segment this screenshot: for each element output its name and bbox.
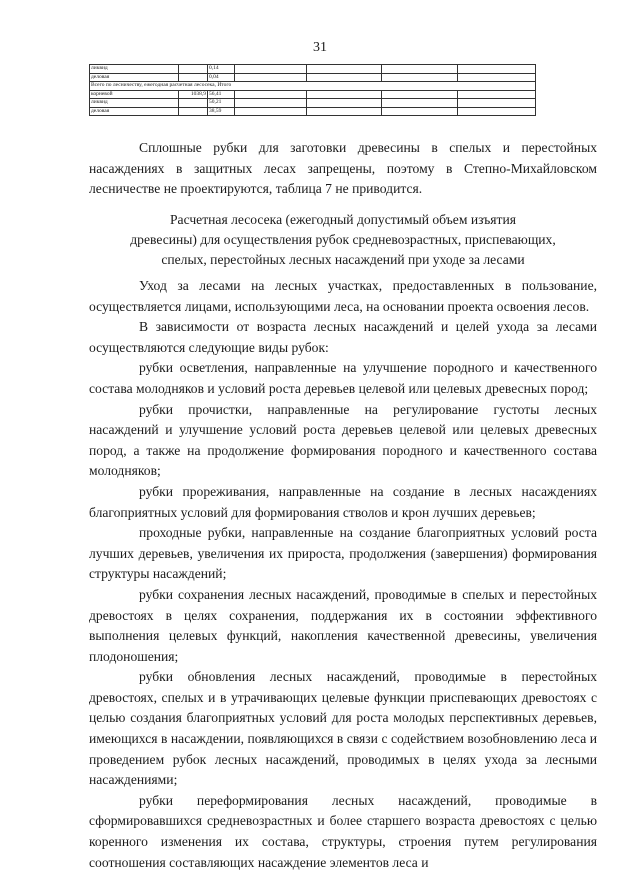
table-cell: 0,14 [208, 65, 235, 74]
intro-section [89, 138, 597, 200]
table-cell [235, 73, 307, 82]
paragraph: рубки переформирования лесных насаждений, проводимые в сформировавшихся средневозрастных и более старшего возраста древостоях с целью коренного изменения их состава, структуры, строения путем регулирования соотношения составляющих насаждение элементов леса и [89, 792, 597, 870]
paragraph: рубки осветления, направленные на улучшение породного и качественного состава молодняков и условий роста деревьев целевой или целевых древесных пород; [89, 360, 597, 396]
table-row [90, 73, 536, 82]
table-cell: 50,21 [208, 99, 235, 108]
paragraph: Уход за лесами на лесных участках, предоставленных в пользование, осуществляется лицами, использующими леса, на основании проекта освоения лесов. [89, 278, 597, 314]
heading-line: Расчетная лесосека (ежегодный допустимый объем изъятия [169, 212, 516, 227]
table-cell [307, 65, 382, 74]
paragraph: рубки прочистки, направленные на регулирование густоты лесных насаждений и улучшение условий роста деревьев целевой или целевых древесных пород, а также на продолжение формирования породного и качественного состава молодняков; [89, 401, 597, 479]
main-text [89, 276, 597, 873]
table-cell [307, 107, 382, 116]
intro-paragraph: Сплошные рубки для заготовки древесины в спелых и перестойных насаждениях в защитных лесах запрещены, поэтому в Степно-Михайловском лесничестве не проектируются, таблица 7 не приводится. [89, 140, 597, 197]
paragraph: рубки сохранения лесных насаждений, проводимые в спелых и перестойных древостоях в целях сохранения, поддержания их в состоянии эффективного выполнения целевых функций, накопления качественной древесины, увеличения плодоношения; [89, 586, 597, 664]
table-cell: ликвид [90, 99, 179, 108]
table-cell [179, 73, 208, 82]
table-row [90, 99, 536, 108]
table-cell [235, 107, 307, 116]
paragraph: рубки прореживания, направленные на создание в лесных насаждениях благоприятных условий для формирования стволов и крон лучших деревьев; [89, 483, 597, 520]
table-cell: корневой [90, 90, 179, 99]
table-cell: 0,04 [208, 73, 235, 82]
heading-line: древесины) для осуществления рубок средневозрастных, приспевающих, [130, 232, 556, 247]
paragraph: проходные рубки, направленные на создание благоприятных условий роста лучших деревьев, увеличения их прироста, продолжения (завершения) формирования структуры насаждений; [89, 525, 597, 582]
table-cell: ликвид [90, 65, 179, 74]
table-cell: деловая [90, 73, 179, 82]
paragraph: рубки обновления лесных насаждений, проводимые в перестойных древостоях, спелых и в утрачивающих целевые функции приспевающих древостоях с целью создания благоприятных условий для роста молодых перспективных деревьев, имеющихся в насаждении, появляющихся в связи с содействием возобновлению леса и проведением рубок лесных насаждений, проводимых в целях ухода за лесными насаждениями; [89, 669, 597, 788]
table-cell: 38,59 [208, 107, 235, 116]
table-cell [458, 107, 536, 116]
table-cell [307, 90, 382, 99]
table-cell [235, 99, 307, 108]
table-row [90, 65, 536, 74]
page-number: 31 [313, 40, 327, 55]
table-cell [382, 65, 458, 74]
table-cell [382, 99, 458, 108]
table-cell [307, 99, 382, 108]
table-cell [179, 107, 208, 116]
table-fragment [89, 64, 536, 116]
table-cell [235, 65, 307, 74]
table-cell [458, 99, 536, 108]
table-cell: 1038,9 [179, 90, 208, 99]
table-cell [307, 73, 382, 82]
table-row [90, 90, 536, 99]
table-cell: деловая [90, 107, 179, 116]
paragraph: В зависимости от возраста лесных насаждений и целей ухода за лесами осуществляются следующие виды рубок: [89, 319, 597, 355]
table-cell [382, 107, 458, 116]
table-cell [235, 90, 307, 99]
table-row [90, 82, 536, 91]
table-cell: Всего по лесничеству, ежегодная расчетная лесосека, Итого [90, 82, 536, 91]
table-cell [458, 65, 536, 74]
table-cell [458, 90, 536, 99]
table-cell [179, 65, 208, 74]
table-cell [458, 73, 536, 82]
table-cell: 56,41 [208, 90, 235, 99]
section-heading [89, 210, 597, 270]
table-cell [179, 99, 208, 108]
table-cell [382, 90, 458, 99]
heading-line: спелых, перестойных лесных насаждений при уходе за лесами [161, 252, 525, 267]
table-row [90, 107, 536, 116]
table-cell [382, 73, 458, 82]
